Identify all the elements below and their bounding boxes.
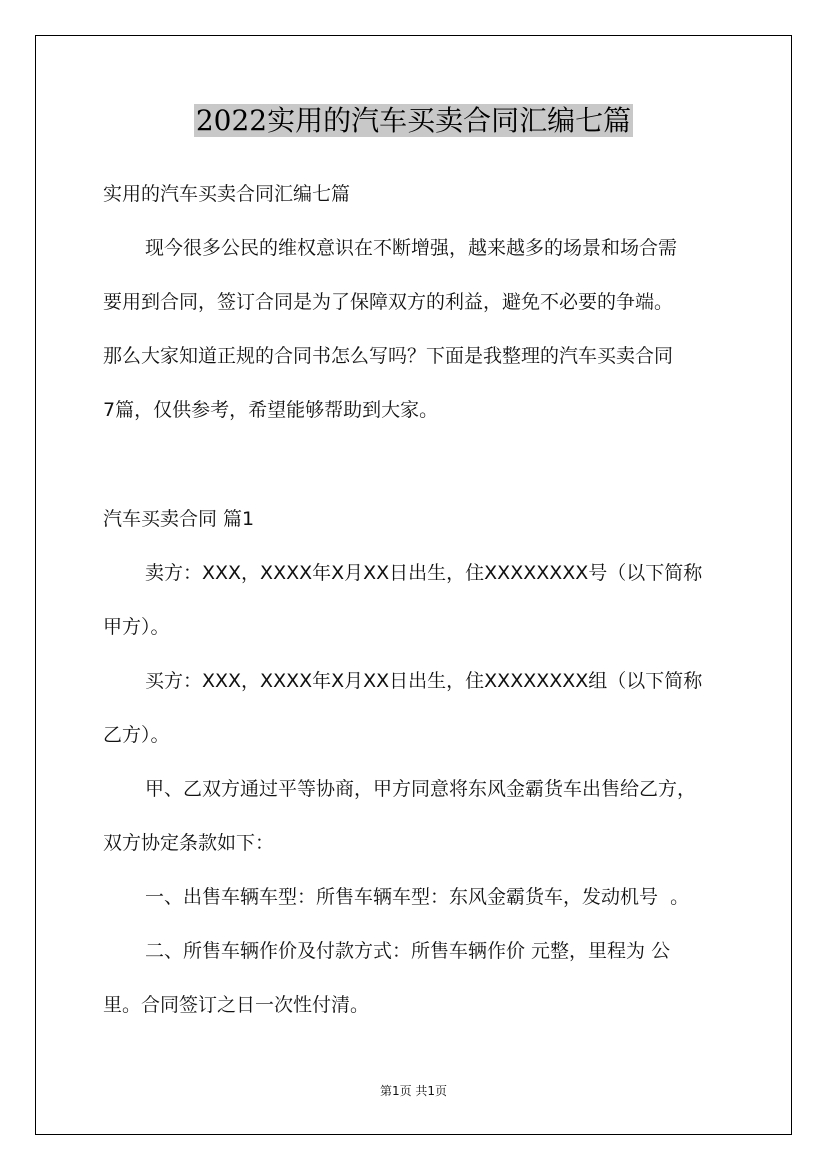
seller-line: 甲方）。 (103, 616, 170, 638)
agreement-line: 双方协定条款如下： (103, 832, 275, 854)
intro-line: 7篇，仅供参考，希望能够帮助到大家。 (103, 399, 439, 421)
intro-line: 要用到合同，签订合同是为了保障双方的利益，避免不必要的争端。 (103, 291, 674, 313)
seller-line: 卖方：XXX，XXXX年X月XX日出生，住XXXXXXXX号（以下简称 (145, 562, 703, 584)
document-title: 2022实用的汽车买卖合同汇编七篇 (195, 104, 632, 137)
section-heading: 汽车买卖合同 篇1 (103, 508, 255, 530)
clause-2: 里。合同签订之日一次性付清。 (103, 994, 370, 1016)
intro-line: 现今很多公民的维权意识在不断增强，越来越多的场景和场合需 (145, 237, 678, 259)
page-footer: 第1页 共1页 (379, 1084, 448, 1098)
document-subtitle: 实用的汽车买卖合同汇编七篇 (103, 183, 351, 205)
buyer-line: 买方：XXX，XXXX年X月XX日出生，住XXXXXXXX组（以下简称 (145, 670, 703, 692)
clause-2: 二、所售车辆作价及付款方式：所售车辆作价 元整，里程为 公 (145, 940, 671, 962)
buyer-line: 乙方）。 (103, 724, 170, 746)
clause-1: 一、出售车辆车型：所售车辆车型：东风金霸货车，发动机号 。 (145, 886, 690, 908)
agreement-line: 甲、乙双方通过平等协商，甲方同意将东风金霸货车出售给乙方， (145, 778, 697, 800)
intro-line: 那么大家知道正规的合同书怎么写吗？下面是我整理的汽车买卖合同 (103, 345, 674, 367)
